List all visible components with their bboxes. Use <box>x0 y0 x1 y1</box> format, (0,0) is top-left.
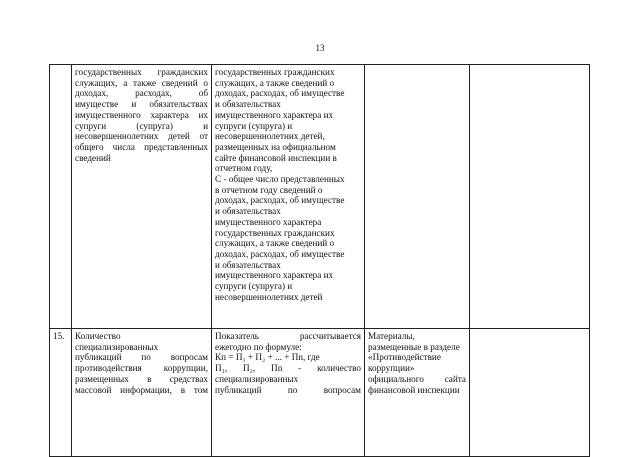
text-line: ежегодно по формуле: <box>215 341 302 352</box>
text-line: Количество <box>75 331 121 341</box>
text-line: публикаций по вопросам <box>215 384 361 395</box>
row1-extra-cell <box>470 65 590 329</box>
row2-indicator-cell <box>72 329 212 457</box>
row2-source-cell <box>365 329 470 457</box>
text-line: специализированных <box>75 341 159 352</box>
text-line: Показатель рассчитывается <box>215 331 361 341</box>
text-line: размещенные в разделе <box>368 341 460 352</box>
text-line: сведений <box>75 152 111 163</box>
text-line: сайте финансовой инспекции в <box>215 152 337 163</box>
text-line: Материалы, <box>368 331 415 341</box>
row1-source-cell <box>365 65 470 329</box>
text-line: доходах, расходах, об <box>75 88 208 99</box>
text-line: имущественного характера их <box>215 270 334 281</box>
text-line: несовершеннолетних детей от <box>75 131 208 142</box>
text-line: доходах, расходах, об имуществе <box>215 248 345 259</box>
formula: Кп = П₁ + П₂ + ... + Пn, где <box>215 352 320 363</box>
text-line: массовой информации, в том <box>75 384 208 395</box>
text-line: официального сайта <box>368 373 466 384</box>
row-number: 15. <box>53 331 65 341</box>
text-line: коррупции» <box>368 363 415 374</box>
text-line: размещенных на официальном <box>215 141 336 152</box>
row2-method-cell <box>212 329 365 457</box>
text-line: имущественного характера их <box>75 109 208 120</box>
text-line: служащих, а также сведений о <box>215 77 335 88</box>
text-line: государственных гражданских <box>215 67 335 77</box>
text-line: и обязательствах <box>215 206 281 217</box>
text-line: «Противодействие <box>368 352 441 363</box>
text-line: размещенных в средствах <box>75 373 208 384</box>
text-line: доходах, расходах, об имуществе <box>215 88 345 99</box>
text-line: имущественного характера их <box>215 109 334 120</box>
text-line: доходах, расходах, об имуществе <box>215 195 345 206</box>
text-line: публикаций по вопросам <box>75 352 208 363</box>
row1-indicator-cell <box>72 65 212 329</box>
text-line: специализированных <box>215 373 299 384</box>
text-line: служащих, а также сведений о <box>215 238 335 249</box>
text-line: государственных гражданских <box>215 227 335 238</box>
text-line: П₁, П₂, Пn - количество <box>215 363 361 374</box>
text-line: несовершеннолетних детей, <box>215 131 325 142</box>
text-line: супруги (супруга) и <box>215 120 293 131</box>
text-line: С - общее число представленных <box>215 174 345 185</box>
text-line: отчетном году, <box>215 163 273 174</box>
row1-number-cell <box>50 65 72 329</box>
row1-method-cell <box>212 65 365 329</box>
text-line: имущественного характера <box>215 216 322 227</box>
text-line: в отчетном году сведений о <box>215 184 323 195</box>
text-line: и обязательствах <box>215 259 281 270</box>
text-line: и обязательствах <box>215 99 281 110</box>
text-line: супруги (супруга) и <box>75 120 208 131</box>
row2-number-cell <box>50 329 72 457</box>
text-line: общего числа представленных <box>75 141 208 152</box>
text-line: служащих, а также сведений о <box>75 77 208 88</box>
text-line: финансовой инспекции <box>368 384 460 395</box>
text-line: супруги (супруга) и <box>215 281 293 292</box>
text-line: противодействия коррупции, <box>75 363 208 374</box>
indicators-table <box>49 64 590 457</box>
page-number: 13 <box>315 43 325 53</box>
row2-extra-cell <box>470 329 590 457</box>
text-line: государственных гражданских <box>75 67 208 77</box>
text-line: имуществе и обязательствах <box>75 99 208 110</box>
text-line: несовершеннолетних детей <box>215 291 323 302</box>
